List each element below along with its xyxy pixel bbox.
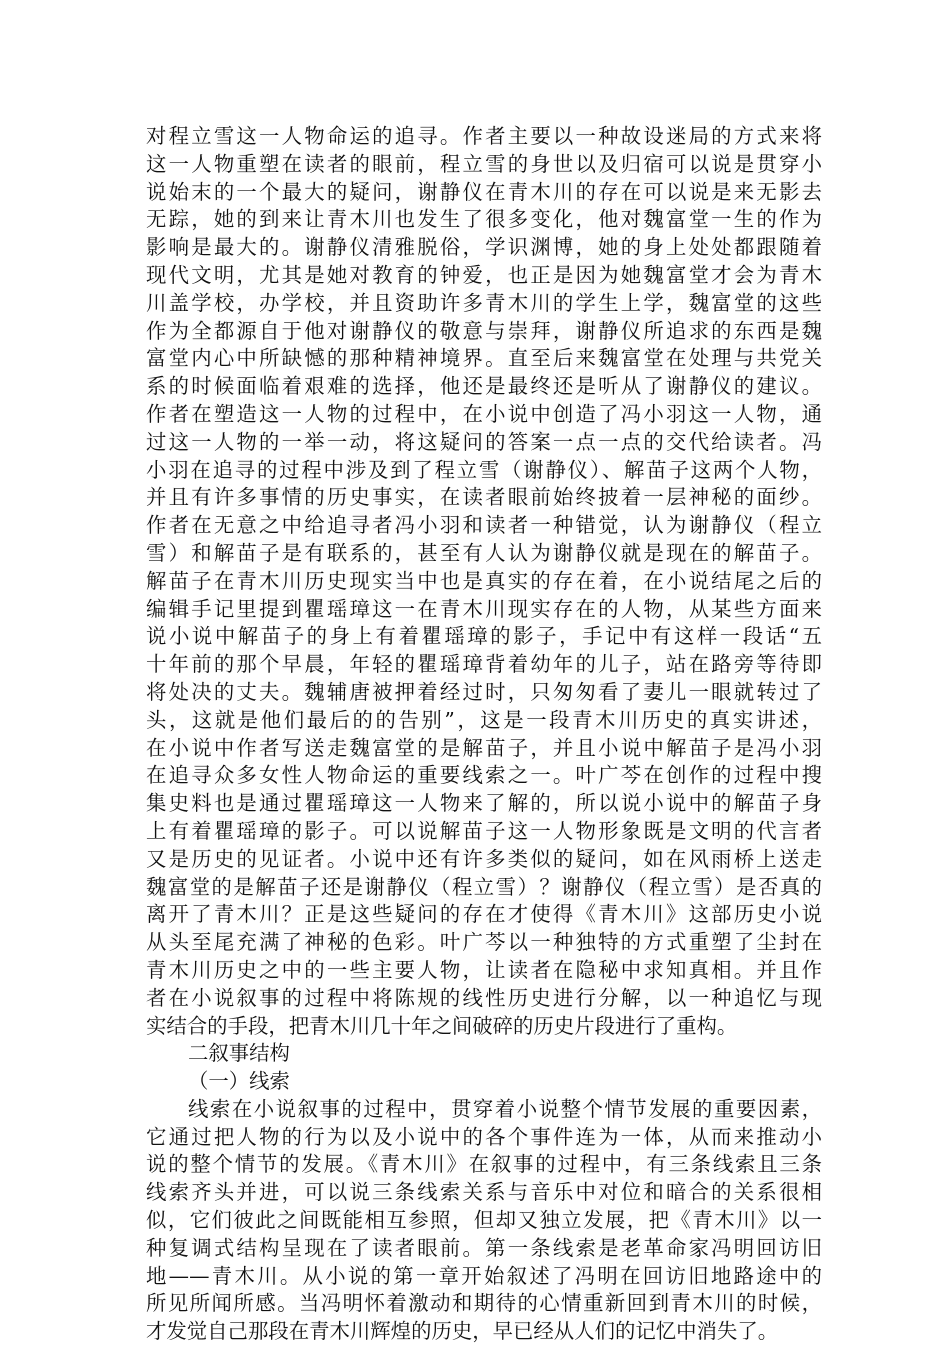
text-line: 线索齐头并进，可以说三条线索关系与音乐中对位和暗合的关系很相	[146, 1180, 822, 1205]
text-line: 现代文明，尤其是她对教育的钟爱，也正是因为她魏富堂才会为青木	[146, 262, 822, 287]
text-line: 这一人物重塑在读者的眼前，程立雪的身世以及归宿可以说是贯穿小	[146, 151, 822, 176]
text-line: 编辑手记里提到瞿瑶璋这一在青木川现实存在的人物，从某些方面来	[146, 596, 822, 621]
text-line: 过这一人物的一举一动，将这疑问的答案一点一点的交代给读者。冯	[146, 429, 822, 454]
text-line: 说始末的一个最大的疑问，谢静仪在青木川的存在可以说是来无影去	[146, 179, 822, 204]
text-line: 地——青木川。从小说的第一章开始叙述了冯明在回访旧地路途中的	[146, 1263, 822, 1288]
text-line: 线索在小说叙事的过程中，贯穿着小说整个情节发展的重要因素，	[188, 1096, 822, 1121]
text-line: 所见所闻所感。当冯明怀着激动和期待的心情重新回到青木川的时候，	[146, 1291, 822, 1316]
text-line: 青木川历史之中的一些主要人物，让读者在隐秘中求知真相。并且作	[146, 957, 822, 982]
text-line: 并且有许多事情的历史事实，在读者眼前始终披着一层神秘的面纱。	[146, 485, 822, 510]
text-line: 作者在塑造这一人物的过程中，在小说中创造了冯小羽这一人物，通	[146, 401, 822, 426]
text-line: 魏富堂的是解苗子还是谢静仪（程立雪）？谢静仪（程立雪）是否真的	[146, 874, 822, 899]
text-line: 川盖学校，办学校，并且资助许多青木川的学生上学，魏富堂的这些	[146, 290, 822, 315]
text-line: 富堂内心中所缺憾的那种精神境界。直至后来魏富堂在处理与共党关	[146, 346, 822, 371]
text-line: 作者在无意之中给追寻者冯小羽和读者一种错觉，认为谢静仪（程立	[146, 513, 822, 538]
text-line: 种复调式结构呈现在了读者眼前。第一条线索是老革命家冯明回访旧	[146, 1235, 822, 1260]
text-line: 作为全都源自于他对谢静仪的敬意与崇拜，谢静仪所追求的东西是魏	[146, 318, 822, 343]
text-line: 似，它们彼此之间既能相互参照，但却又独立发展，把《青木川》以一	[146, 1208, 822, 1233]
text-line: 上有着瞿瑶璋的影子。可以说解苗子这一人物形象既是文明的代言者	[146, 818, 822, 843]
text-line: 小羽在追寻的过程中涉及到了程立雪（谢静仪）、解苗子这两个人物，	[146, 457, 822, 482]
text-line: 才发觉自己那段在青木川辉煌的历史，早已经从人们的记忆中消失了。	[146, 1319, 779, 1344]
text-line: 影响是最大的。谢静仪清雅脱俗，学识渊博，她的身上处处都跟随着	[146, 235, 822, 260]
text-line: 头，这就是他们最后的的告别”，这是一段青木川历史的真实讲述，	[146, 707, 822, 732]
text-line: 离开了青木川？正是这些疑问的存在才使得《青木川》这部历史小说	[146, 902, 822, 927]
text-line: 十年前的那个早晨，年轻的瞿瑶璋背着幼年的儿子，站在路旁等待即	[146, 652, 822, 677]
text-line: 在小说中作者写送走魏富堂的是解苗子，并且小说中解苗子是冯小羽	[146, 735, 822, 760]
text-line: 系的时候面临着艰难的选择，他还是最终还是听从了谢静仪的建议。	[146, 374, 822, 399]
subsection-heading: （一）线索	[188, 1069, 290, 1094]
text-line: 在追寻众多女性人物命运的重要线索之一。叶广芩在创作的过程中搜	[146, 763, 822, 788]
text-line: 说的整个情节的发展。《青木川》在叙事的过程中，有三条线索且三条	[146, 1152, 822, 1177]
text-line: 者在小说叙事的过程中将陈规的线性历史进行分解，以一种追忆与现	[146, 985, 822, 1010]
text-line: 雪）和解苗子是有联系的，甚至有人认为谢静仪就是现在的解苗子。	[146, 540, 822, 565]
document-page	[146, 123, 822, 1346]
section-heading: 二叙事结构	[188, 1041, 290, 1066]
text-line: 实结合的手段，把青木川几十年之间破碎的历史片段进行了重构。	[146, 1013, 738, 1038]
paragraph-1	[146, 123, 822, 1040]
text-line: 从头至尾充满了神秘的色彩。叶广芩以一种独特的方式重塑了尘封在	[146, 930, 822, 955]
text-line: 将处决的丈夫。魏辅唐被押着经过时，只匆匆看了妻儿一眼就转过了	[146, 679, 822, 704]
text-line: 又是历史的见证者。小说中还有许多类似的疑问，如在风雨桥上送走	[146, 846, 822, 871]
text-line: 说小说中解苗子的身上有着瞿瑶璋的影子，手记中有这样一段话“五	[146, 624, 822, 649]
text-line: 它通过把人物的行为以及小说中的各个事件连为一体，从而来推动小	[146, 1124, 822, 1149]
text-line: 无踪，她的到来让青木川也发生了很多变化，他对魏富堂一生的作为	[146, 207, 822, 232]
text-line: 对程立雪这一人物命运的追寻。作者主要以一种故设迷局的方式来将	[146, 124, 822, 148]
paragraph-2	[146, 1096, 822, 1346]
text-line: 集史料也是通过瞿瑶璋这一人物来了解的，所以说小说中的解苗子身	[146, 791, 822, 816]
text-line: 解苗子在青木川历史现实当中也是真实的存在着，在小说结尾之后的	[146, 568, 822, 593]
